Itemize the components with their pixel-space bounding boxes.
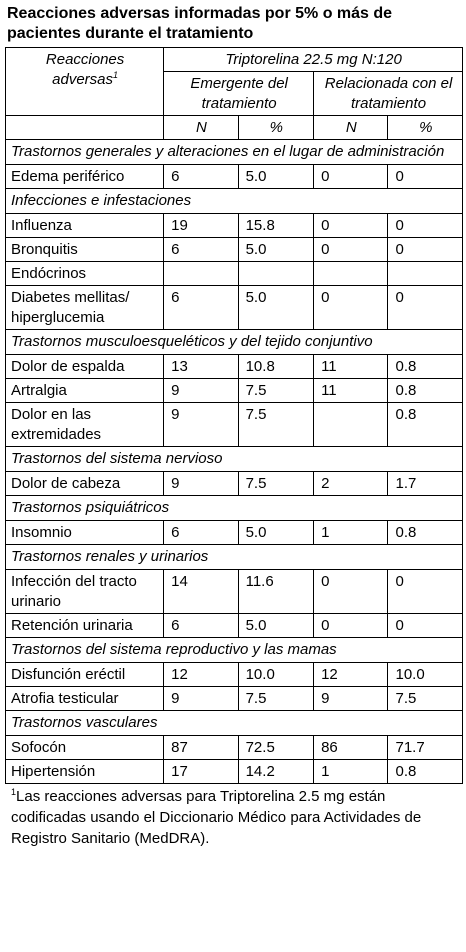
header-empty-cell [6, 116, 164, 140]
table-body [6, 140, 463, 784]
emergent-pct-cell: 72.5 [238, 736, 313, 760]
table-row [6, 262, 463, 286]
footnote-text: Las reacciones adversas para Triptorelina 2.5 mg están codificadas usando el Diccionario Médico para Actividades de Registro Sanitario (MedDRA). [11, 788, 422, 847]
related-pct-cell [388, 262, 463, 286]
category-row [6, 140, 463, 165]
related-n-cell: 0 [314, 570, 388, 614]
category-label: Trastornos del sistema nervioso [6, 447, 463, 472]
category-label: Trastornos del sistema reproductivo y las mamas [6, 638, 463, 663]
category-label: Trastornos vasculares [6, 711, 463, 736]
category-label: Trastornos musculoesqueléticos y del tejido conjuntivo [6, 330, 463, 355]
category-row [6, 189, 463, 214]
related-pct-cell: 1.7 [388, 472, 463, 496]
related-n-cell [314, 403, 388, 447]
table-row [6, 355, 463, 379]
emergent-pct-cell: 5.0 [238, 521, 313, 545]
term-cell: Edema periférico [6, 165, 164, 189]
footnote-sup: 1 [11, 787, 17, 797]
emergent-n-cell: 6 [164, 614, 238, 638]
category-row [6, 711, 463, 736]
term-cell: Influenza [6, 214, 164, 238]
emergent-pct-cell: 5.0 [238, 286, 313, 330]
related-n-cell [314, 262, 388, 286]
emergent-pct-cell: 5.0 [238, 165, 313, 189]
term-cell: Retención urinaria [6, 614, 164, 638]
related-pct-cell: 7.5 [388, 687, 463, 711]
header-emergent: Emergente del tratamiento [164, 72, 314, 116]
related-n-cell: 0 [314, 286, 388, 330]
emergent-pct-cell: 7.5 [238, 379, 313, 403]
related-pct-cell: 0 [388, 238, 463, 262]
table-row [6, 687, 463, 711]
category-label: Trastornos psiquiátricos [6, 496, 463, 521]
emergent-pct-cell: 7.5 [238, 687, 313, 711]
term-cell: Bronquitis [6, 238, 164, 262]
emergent-pct-cell: 7.5 [238, 403, 313, 447]
table-row [6, 379, 463, 403]
related-n-cell: 11 [314, 379, 388, 403]
term-cell: Dolor de espalda [6, 355, 164, 379]
footnote [5, 784, 463, 849]
emergent-n-cell: 6 [164, 286, 238, 330]
header-n-related: N [314, 116, 388, 140]
related-pct-cell: 0 [388, 214, 463, 238]
emergent-n-cell: 9 [164, 379, 238, 403]
table-row [6, 521, 463, 545]
related-n-cell: 1 [314, 760, 388, 784]
related-pct-cell: 0 [388, 165, 463, 189]
related-pct-cell: 0.8 [388, 379, 463, 403]
term-cell: Hipertensión [6, 760, 164, 784]
term-cell: Insomnio [6, 521, 164, 545]
emergent-n-cell: 13 [164, 355, 238, 379]
term-cell: Dolor en las extremidades [6, 403, 164, 447]
category-label: Infecciones e infestaciones [6, 189, 463, 214]
category-row [6, 545, 463, 570]
emergent-pct-cell: 7.5 [238, 472, 313, 496]
related-n-cell: 2 [314, 472, 388, 496]
term-cell: Dolor de cabeza [6, 472, 164, 496]
table-row [6, 165, 463, 189]
related-n-cell: 0 [314, 614, 388, 638]
emergent-n-cell: 87 [164, 736, 238, 760]
table-row [6, 760, 463, 784]
category-row [6, 447, 463, 472]
term-cell: Disfunción eréctil [6, 663, 164, 687]
emergent-n-cell: 9 [164, 472, 238, 496]
header-reactions-label: Reacciones adversas [45, 51, 125, 88]
related-n-cell: 1 [314, 521, 388, 545]
emergent-n-cell: 6 [164, 521, 238, 545]
related-n-cell: 9 [314, 687, 388, 711]
category-row [6, 496, 463, 521]
table-row [6, 286, 463, 330]
table-row [6, 663, 463, 687]
header-row-1 [6, 48, 463, 72]
emergent-pct-cell: 14.2 [238, 760, 313, 784]
related-pct-cell: 0.8 [388, 355, 463, 379]
table-row [6, 570, 463, 614]
related-pct-cell: 0 [388, 614, 463, 638]
category-label: Trastornos generales y alteraciones en el lugar de administración [6, 140, 463, 165]
related-pct-cell: 0.8 [388, 403, 463, 447]
emergent-pct-cell: 10.8 [238, 355, 313, 379]
term-cell: Atrofia testicular [6, 687, 164, 711]
related-pct-cell: 10.0 [388, 663, 463, 687]
term-cell: Infección del tracto urinario [6, 570, 164, 614]
table-header [6, 48, 463, 140]
header-n-emergent: N [164, 116, 238, 140]
table-row [6, 238, 463, 262]
term-cell: Artralgia [6, 379, 164, 403]
related-pct-cell: 0 [388, 286, 463, 330]
emergent-n-cell: 14 [164, 570, 238, 614]
related-n-cell: 0 [314, 165, 388, 189]
emergent-pct-cell: 15.8 [238, 214, 313, 238]
emergent-n-cell: 6 [164, 165, 238, 189]
table-title: Reacciones adversas informadas por 5% o más de pacientes durante el tratamiento [7, 5, 393, 42]
header-reactions [6, 48, 164, 116]
emergent-n-cell: 17 [164, 760, 238, 784]
table-row [6, 403, 463, 447]
term-cell: Diabetes mellitas/ hiperglucemia [6, 286, 164, 330]
related-pct-cell: 0 [388, 570, 463, 614]
adverse-reactions-table [5, 47, 463, 784]
category-label: Trastornos renales y urinarios [6, 545, 463, 570]
header-pct-emergent: % [238, 116, 313, 140]
table-row [6, 214, 463, 238]
emergent-n-cell: 12 [164, 663, 238, 687]
emergent-n-cell: 9 [164, 403, 238, 447]
term-cell: Endócrinos [6, 262, 164, 286]
category-row [6, 330, 463, 355]
related-n-cell: 0 [314, 238, 388, 262]
header-pct-related: % [388, 116, 463, 140]
emergent-pct-cell: 10.0 [238, 663, 313, 687]
category-row [6, 638, 463, 663]
table-row [6, 736, 463, 760]
related-n-cell: 11 [314, 355, 388, 379]
emergent-n-cell [164, 262, 238, 286]
related-pct-cell: 0.8 [388, 760, 463, 784]
emergent-n-cell: 6 [164, 238, 238, 262]
related-n-cell: 0 [314, 214, 388, 238]
header-reactions-sup: 1 [113, 70, 119, 80]
emergent-pct-cell: 5.0 [238, 238, 313, 262]
table-row [6, 614, 463, 638]
emergent-pct-cell: 5.0 [238, 614, 313, 638]
related-pct-cell: 71.7 [388, 736, 463, 760]
related-n-cell: 12 [314, 663, 388, 687]
emergent-pct-cell: 11.6 [238, 570, 313, 614]
related-n-cell: 86 [314, 736, 388, 760]
header-row-3 [6, 116, 463, 140]
emergent-n-cell: 19 [164, 214, 238, 238]
header-group-triptorelin: Triptorelina 22.5 mg N:120 [164, 48, 463, 72]
emergent-n-cell: 9 [164, 687, 238, 711]
header-related: Relacionada con el tratamiento [314, 72, 463, 116]
related-pct-cell: 0.8 [388, 521, 463, 545]
emergent-pct-cell [238, 262, 313, 286]
table-row [6, 472, 463, 496]
term-cell: Sofocón [6, 736, 164, 760]
